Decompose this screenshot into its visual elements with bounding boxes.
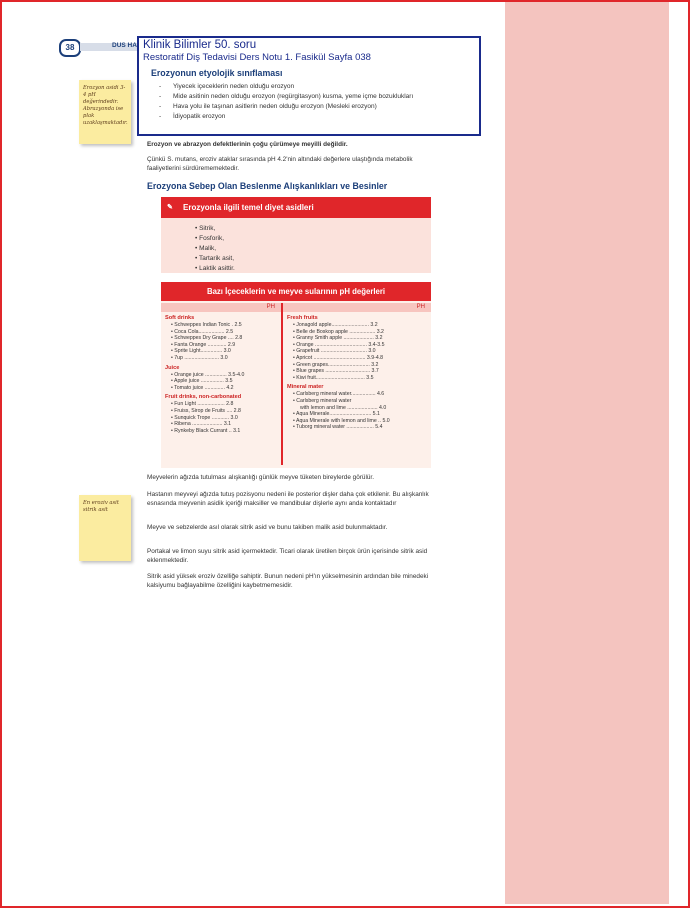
diet-acids-list <box>195 224 431 274</box>
list-item: - İdiyopatik erozyon <box>159 112 475 121</box>
header-label: DUS HA <box>112 42 137 49</box>
ph-item: • Schweppes Indian Tonic . 2.5 <box>165 322 281 329</box>
list-item: • Laktik asittir. <box>195 264 431 274</box>
ph-column-label: PH <box>283 303 431 312</box>
list-item: - Hava yolu ile taşınan asitlerin neden olduğu erozyon (Mesleki erozyon) <box>159 102 475 111</box>
list-item: • Sitrik, <box>195 224 431 234</box>
ph-item: • Apple juice ................ 3.5 <box>165 378 281 385</box>
ph-item: • 7up ........................ 3.0 <box>165 355 281 362</box>
ph-group <box>165 365 281 392</box>
paragraph-5: Meyve ve sebzelerde asıl olarak sitrik asid ve bunu takiben malik asid bulunmaktadır. <box>147 524 388 531</box>
popup-subtitle: Restoratif Diş Tedavisi Ders Notu 1. Fasikül Sayfa 038 <box>143 52 371 63</box>
sticky-note-1: Erozyon asidi 3-4 pH değerindedir. Abrazyonda ise plak uzaklaşmaktadır. <box>79 80 131 144</box>
sticky-note-2: En eroziv asit sitrik asit <box>79 495 131 561</box>
diet-box-header <box>161 197 431 218</box>
pen-icon: ✎ <box>167 204 173 211</box>
ph-item: • Green grapes............................. 3.2 <box>287 362 431 369</box>
ph-group <box>287 384 431 431</box>
diet-acids-box <box>161 197 431 273</box>
ph-item: • Kiwi fruit.................................. 3.5 <box>287 375 431 382</box>
ph-item: • Carlsberg mineral water <box>287 398 431 405</box>
ph-item: • Fun Light ................... 2.8 <box>165 401 281 408</box>
side-margin-panel <box>505 2 669 904</box>
ph-table <box>161 282 431 468</box>
ph-item: • Tomato juice .............. 4.2 <box>165 385 281 392</box>
popup-title: Klinik Bilimler 50. soru <box>143 39 257 51</box>
ph-right-column <box>283 303 431 468</box>
paragraph-3: Meyvelerin ağızda tutulması alışkanlığı günlük meyve tüketen bireylerde görülür. <box>147 474 374 481</box>
ph-item: • Jonagold apple.......................... 3.2 <box>287 322 431 329</box>
list-item: - Mide asitinin neden olduğu erozyon (regürgitasyon) kusma, yeme içme bozuklukları <box>159 92 475 101</box>
right-edge <box>669 2 686 904</box>
ph-item: • Carlsberg mineral water................. 4.6 <box>287 391 431 398</box>
ph-group <box>165 315 281 362</box>
ph-item: • Ribena ..................... 3.1 <box>165 421 281 428</box>
paragraph-1: Erozyon ve abrazyon defektlerinin çoğu çürümeye meyilli değildir. <box>147 141 348 148</box>
ph-item: • Schweppes Dry Grape .... 2.8 <box>165 335 281 342</box>
ph-group <box>287 315 431 381</box>
paragraph-4: Hastanın meyveyi ağızda tutuş pozisyonu nedeni ile posterior dişler daha çok etkilenir. Bu alışkanlık esnasında meyvenin asidik içeriği maksiller ve mandibular dişlerle aynı anda kontaktadır <box>147 491 429 507</box>
ph-item: • Fruiss, Sirop de Fruits .... 2.8 <box>165 408 281 415</box>
ph-group <box>165 394 281 434</box>
paragraph-6: Portakal ve limon suyu sitrik asid içermektedir. Ticari olarak üretilen birçok ürün içerisinde sitrik asid eklenmektedir. <box>147 548 428 564</box>
ph-item: • Orange juice ............... 3.5-4.0 <box>165 372 281 379</box>
ph-item: • Blue grapes ............................... 3.7 <box>287 368 431 375</box>
list-item: • Fosforik, <box>195 234 431 244</box>
ph-item: • Orange .................................... 3.4-3.5 <box>287 342 431 349</box>
section-heading: Erozyona Sebep Olan Beslenme Alışkanlıkları ve Besinler <box>147 181 388 191</box>
ph-item: • Grapefruit ................................ 3.0 <box>287 348 431 355</box>
ph-item: • Coca Cola.................. 2.5 <box>165 329 281 336</box>
ph-item: • Tuborg mineral water ................... 5.4 <box>287 424 431 431</box>
popup-list <box>159 82 475 121</box>
ph-item: • Apricot .................................... 3.9-4.8 <box>287 355 431 362</box>
ph-item: • Granny Smith apple ..................... 3.2 <box>287 335 431 342</box>
paragraph-7: Sitrik asid yüksek eroziv özelliğe sahiptir. Bunun nedeni pH'ın yükselmesinin ardından bile minedeki kalsiyumu bağlayabilme özelliğini kaybetmemesidir. <box>147 573 429 589</box>
group-title: Soft drinks <box>165 315 195 321</box>
list-item: - Yiyecek içeceklerin neden olduğu erozyon <box>159 82 475 91</box>
ph-item: with lemon and lime ..................... 4.0 <box>300 404 387 411</box>
group-title: Fresh fruits <box>287 315 318 321</box>
paragraph-2: Çünkü S. mutans, eroziv ataklar sırasında pH 4.2'nin altındaki değerlere ulaştığında metabolik faaliyetlerini sürdürememektedir. <box>147 156 413 172</box>
ph-item: • Belle de Boskop apple .................. 3.2 <box>287 329 431 336</box>
ph-item: • Sprite Light............... 3.0 <box>165 348 281 355</box>
page-number: 38 <box>59 39 81 57</box>
ph-column-label: PH <box>161 303 281 312</box>
question-popup <box>137 36 481 136</box>
group-title: Fruit drinks, non-carbonated <box>165 394 242 401</box>
ph-item: • Aqua Minerale............................. 5.1 <box>287 411 431 418</box>
list-item: • Tartarik asit, <box>195 254 431 264</box>
list-item: • Malik, <box>195 244 431 254</box>
popup-heading: Erozyonun etyolojik sınıflaması <box>151 68 283 78</box>
ph-table-title: Bazı İçeceklerin ve meyve sularının pH değerleri <box>161 282 431 301</box>
ph-item: • Sunquick Trope ............ 3.0 <box>165 415 281 422</box>
group-title: Juice <box>165 364 180 371</box>
group-title: Mineral mater <box>287 384 324 391</box>
ph-left-column <box>161 303 281 468</box>
ph-item: • Fanta Orange ............. 2.9 <box>165 342 281 349</box>
diet-box-title: Erozyonla ilgili temel diyet asidleri <box>183 203 314 212</box>
ph-item: • Rynkeby Black Currant .. 3.1 <box>165 428 281 435</box>
ph-item: • Aqua Minerale with lemon and lime .. 5.0 <box>287 418 431 425</box>
